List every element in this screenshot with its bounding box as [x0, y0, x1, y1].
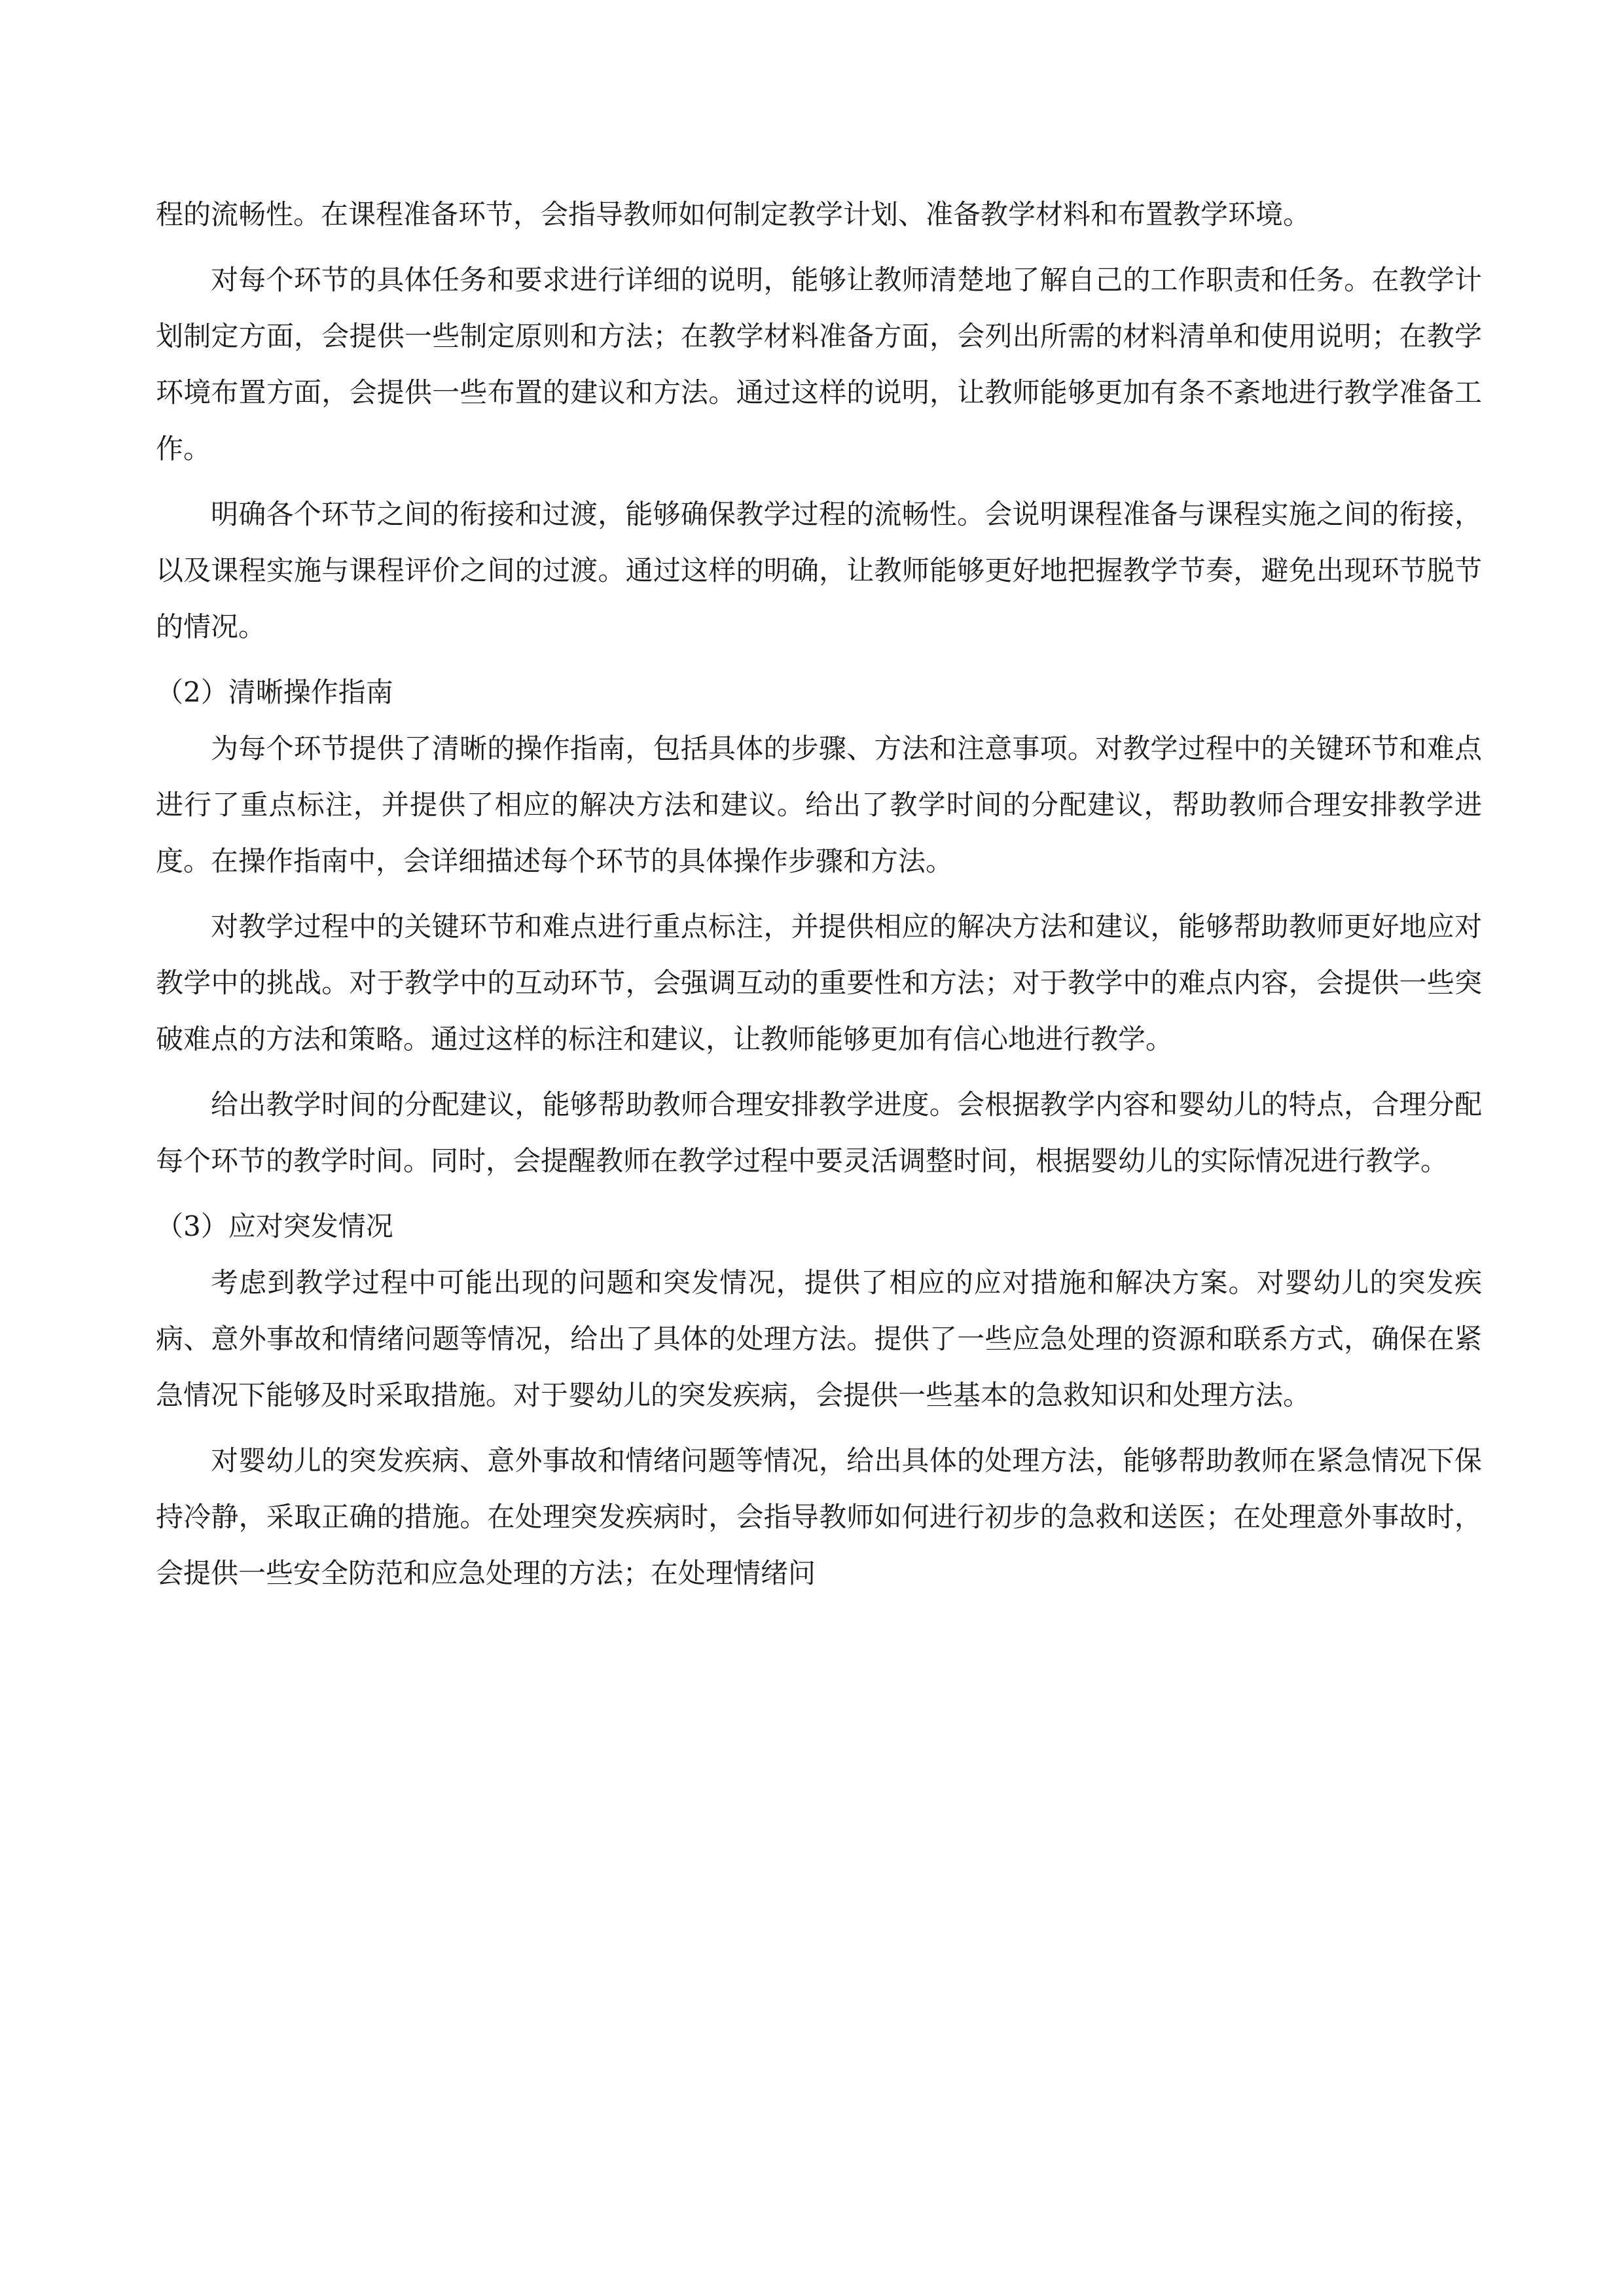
document-body: [156, 187, 1482, 1611]
paragraph-continuation: 程的流畅性。在课程准备环节，会指导教师如何制定教学计划、准备教学材料和布置教学环境。: [156, 198, 1311, 230]
paragraph-emergency-2: 对婴幼儿的突发疾病、意外事故和情绪问题等情况，给出具体的处理方法，能够帮助教师在紧急情况下保持冷静，采取正确的措施。在处理突发疾病时，会指导教师如何进行初步的急救和送医；在处理意外事故时，会提供一些安全防范和应急处理的方法；在处理情绪问: [156, 1444, 1482, 1589]
paragraph-operation-guide-1: 为每个环节提供了清晰的操作指南，包括具体的步骤、方法和注意事项。对教学过程中的关键环节和难点进行了重点标注，并提供了相应的解决方法和建议。给出了教学时间的分配建议，帮助教师合理安排教学进度。在操作指南中，会详细描述每个环节的具体操作步骤和方法。: [156, 732, 1482, 877]
section-heading-operation-guide: （2）清晰操作指南: [156, 676, 393, 708]
paragraph-operation-guide-3: 给出教学时间的分配建议，能够帮助教师合理安排教学进度。会根据教学内容和婴幼儿的特点，合理分配每个环节的教学时间。同时，会提醒教师在教学过程中要灵活调整时间，根据婴幼儿的实际情况进行教学。: [156, 1088, 1482, 1177]
paragraph-emergency-1: 考虑到教学过程中可能出现的问题和突发情况，提供了相应的应对措施和解决方案。对婴幼儿的突发疾病、意外事故和情绪问题等情况，给出了具体的处理方法。提供了一些应急处理的资源和联系方式，确保在紧急情况下能够及时采取措施。对于婴幼儿的突发疾病，会提供一些基本的急救知识和处理方法。: [156, 1266, 1482, 1411]
paragraph-operation-guide-2: 对教学过程中的关键环节和难点进行重点标注，并提供相应的解决方法和建议，能够帮助教师更好地应对教学中的挑战。对于教学中的互动环节，会强调互动的重要性和方法；对于教学中的难点内容，会提供一些突破难点的方法和策略。通过这样的标注和建议，让教师能够更加有信心地进行教学。: [156, 910, 1482, 1055]
paragraph-task-description: 对每个环节的具体任务和要求进行详细的说明，能够让教师清楚地了解自己的工作职责和任务。在教学计划制定方面，会提供一些制定原则和方法；在教学材料准备方面，会列出所需的材料清单和使用说明；在教学环境布置方面，会提供一些布置的建议和方法。通过这样的说明，让教师能够更加有条不紊地进行教学准备工作。: [156, 264, 1482, 465]
section-heading-emergency: （3）应对突发情况: [156, 1210, 393, 1242]
paragraph-transition: 明确各个环节之间的衔接和过渡，能够确保教学过程的流畅性。会说明课程准备与课程实施之间的衔接，以及课程实施与课程评价之间的过渡。通过这样的明确，让教师能够更好地把握教学节奏，避免出现环节脱节的情况。: [156, 498, 1482, 643]
